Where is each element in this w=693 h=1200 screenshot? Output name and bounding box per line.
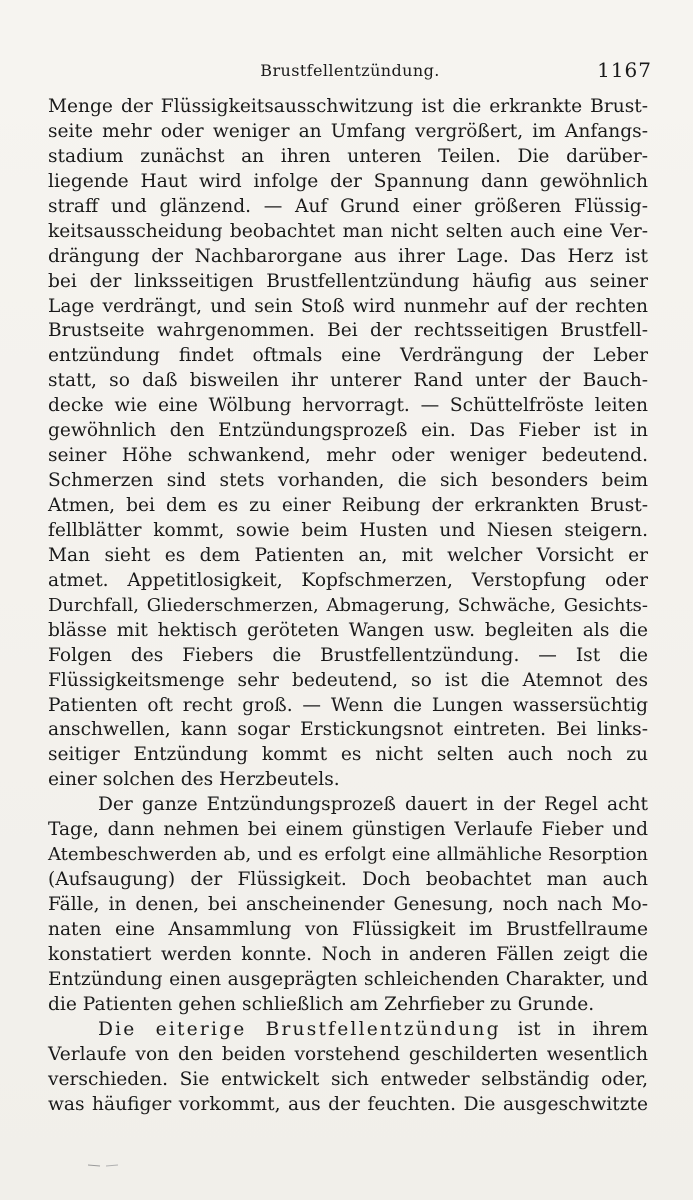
text-line: straff und glänzend. — Auf Grund einer größeren Flüssig-: [48, 195, 648, 217]
text-line: Entzündung einen ausgeprägten schleichenden Charakter, und: [48, 968, 648, 990]
text-line: Atembeschwerden ab, und es erfolgt eine allmähliche Resorption: [48, 844, 648, 866]
text-line: decke wie eine Wölbung hervorragt. — Schüttelfröste leiten: [48, 395, 648, 417]
text-line: Flüssigkeitsmenge sehr bedeutend, so ist die Atemnot des: [48, 669, 648, 691]
paragraph-3: [48, 1018, 648, 1118]
text-line: Lage verdrängt, und sein Stoß wird nunmehr auf der rechten: [48, 295, 648, 317]
text-line: Brustseite wahrgenommen. Bei der rechtsseitigen Brustfell-: [48, 320, 648, 342]
text-line: naten eine Ansammlung von Flüssigkeit im Brustfellraume: [48, 918, 648, 940]
text-line: Verlaufe von den beiden vorstehend geschilderten wesentlich: [48, 1043, 648, 1065]
section-lead: Die eiterige Brustfellentzündung: [98, 1018, 501, 1040]
text-line: verschieden. Sie entwickelt sich entweder selbständig oder,: [48, 1068, 648, 1090]
text-line: seite mehr oder weniger an Umfang vergrößert, im Anfangs-: [48, 120, 648, 142]
text-fragment: ist in ihrem: [500, 1018, 648, 1040]
paragraph-2: [48, 793, 648, 1017]
text-line: Der ganze Entzündungsprozeß dauert in der Regel acht: [98, 794, 648, 816]
text-line: Man sieht es dem Patienten an, mit welcher Vorsicht er: [48, 544, 648, 566]
text-line: Fälle, in denen, bei anscheinender Genesung, noch nach Mo-: [48, 894, 648, 915]
print-smudge: [88, 1162, 118, 1168]
text-line: fellblätter kommt, sowie beim Husten und Niesen steigern.: [48, 519, 648, 541]
text-line: atmet. Appetitlosigkeit, Kopfschmerzen, Verstopfung oder: [48, 569, 648, 591]
text-line: Schmerzen sind stets vorhanden, die sich besonders beim: [48, 470, 648, 492]
text-line: keitsausscheidung beobachtet man nicht selten auch eine Ver-: [48, 220, 648, 242]
text-line: Tage, dann nehmen bei einem günstigen Verlaufe Fieber und: [48, 819, 648, 841]
text-line: blässe mit hektisch geröteten Wangen usw. begleiten als die: [48, 619, 648, 641]
page-header: [48, 58, 652, 88]
text-line: [48, 1018, 648, 1043]
text-line: Atmen, bei dem es zu einer Reibung der erkrankten Brust-: [48, 495, 648, 516]
text-line: (Aufsaugung) der Flüssigkeit. Doch beobachtet man auch: [48, 869, 648, 891]
body-text: [48, 95, 648, 1117]
text-line: einer solchen des Herzbeutels.: [48, 769, 340, 791]
running-head: Brustfellentzündung.: [260, 61, 440, 80]
page-number: 1167: [597, 58, 652, 82]
text-line: seiner Höhe schwankend, mehr oder weniger bedeutend.: [48, 445, 648, 467]
text-line: stadium zunächst an ihren unteren Teilen. Die darüber-: [48, 145, 648, 167]
text-line: Folgen des Fiebers die Brustfellentzündung. — Ist die: [48, 644, 648, 666]
text-line: anschwellen, kann sogar Erstickungsnot eintreten. Bei links-: [48, 719, 648, 741]
text-line: Menge der Flüssigkeitsausschwitzung ist die erkrankte Brust-: [48, 96, 648, 117]
text-line: was häufiger vorkommt, aus der feuchten. Die ausgeschwitzte: [48, 1093, 648, 1115]
text-line: konstatiert werden konnte. Noch in anderen Fällen zeigt die: [48, 943, 648, 965]
text-line: Durchfall, Gliederschmerzen, Abmagerung, Schwäche, Gesichts-: [48, 594, 648, 616]
text-line: drängung der Nachbarorgane aus ihrer Lage. Das Herz ist: [48, 245, 648, 267]
text-line: bei der linksseitigen Brustfellentzündung häufig aus seiner: [48, 270, 648, 292]
text-line: die Patienten gehen schließlich am Zehrfieber zu Grunde.: [48, 993, 595, 1015]
text-line: entzündung findet oftmals eine Verdrängung der Leber: [48, 345, 648, 367]
paragraph-1: [48, 95, 648, 793]
text-line: seitiger Entzündung kommt es nicht selten auch noch zu: [48, 744, 648, 766]
text-line: gewöhnlich den Entzündungsprozeß ein. Das Fieber ist in: [48, 420, 648, 442]
text-line: statt, so daß bisweilen ihr unterer Rand unter der Bauch-: [48, 370, 648, 392]
text-line: Patienten oft recht groß. — Wenn die Lungen wassersüchtig: [48, 694, 648, 716]
text-line: liegende Haut wird infolge der Spannung dann gewöhnlich: [48, 170, 648, 192]
